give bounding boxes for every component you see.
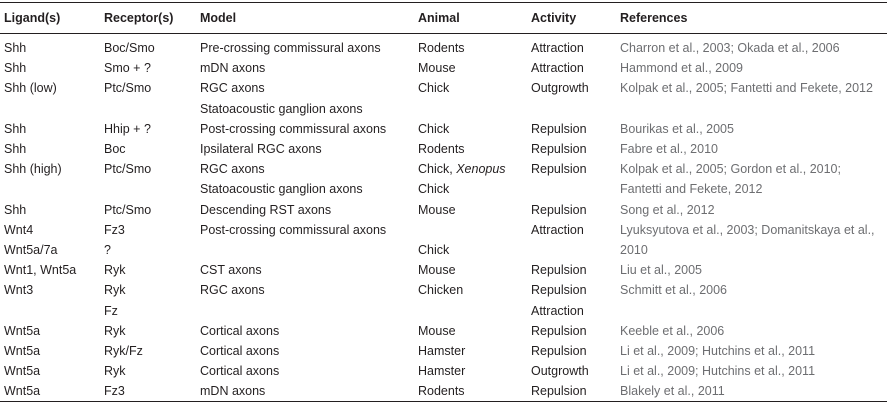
- cell-references: 2010: [620, 243, 648, 257]
- header-rule: [0, 33, 887, 34]
- cell-ligand: Shh: [4, 41, 27, 55]
- cell-receptor: Smo + ?: [104, 61, 151, 75]
- cell-ligand: Wnt1, Wnt5a: [4, 263, 77, 277]
- cell-activity: Repulsion: [531, 283, 587, 297]
- cell-references: Bourikas et al., 2005: [620, 122, 734, 136]
- cell-activity: Attraction: [531, 223, 584, 237]
- cell-receptor: Ryk/Fz: [104, 344, 143, 358]
- cell-activity: Attraction: [531, 41, 584, 55]
- cell-receptor: Ptc/Smo: [104, 81, 152, 95]
- cell-references: Fabre et al., 2010: [620, 142, 718, 156]
- header-ligand: Ligand(s): [4, 11, 61, 25]
- header-receptor: Receptor(s): [104, 11, 174, 25]
- cell-model: Post-crossing commissural axons: [200, 223, 387, 237]
- cell-receptor: Hhip + ?: [104, 122, 151, 136]
- cell-ligand: Wnt5a: [4, 364, 41, 378]
- cell-model: RGC axons: [200, 81, 265, 95]
- header-model: Model: [200, 11, 237, 25]
- cell-activity: Repulsion: [531, 384, 587, 398]
- cell-model: Post-crossing commissural axons: [200, 122, 387, 136]
- cell-animal: Chicken: [418, 283, 464, 297]
- cell-animal: Chick: [418, 81, 450, 95]
- cell-activity: Repulsion: [531, 122, 587, 136]
- cell-animal: Chick: [418, 122, 450, 136]
- cell-animal: Mouse: [418, 263, 456, 277]
- cell-references: Keeble et al., 2006: [620, 324, 725, 338]
- cell-references: Li et al., 2009; Hutchins et al., 2011: [620, 364, 816, 378]
- bottom-rule: [0, 401, 887, 402]
- cell-animal: Mouse: [418, 203, 456, 217]
- cell-receptor: Fz3: [104, 384, 125, 398]
- header-references: References: [620, 11, 688, 25]
- cell-activity: Repulsion: [531, 162, 587, 176]
- cell-model: mDN axons: [200, 61, 266, 75]
- cell-animal: Chick: [418, 182, 450, 196]
- cell-ligand: Wnt5a: [4, 324, 41, 338]
- cell-references: Blakely et al., 2011: [620, 384, 725, 398]
- cell-receptor: Boc/Smo: [104, 41, 155, 55]
- cell-animal: Mouse: [418, 324, 456, 338]
- cell-model: Descending RST axons: [200, 203, 332, 217]
- cell-animal: Chick, Xenopus: [418, 162, 506, 176]
- cell-activity: Repulsion: [531, 203, 587, 217]
- cell-model: Pre-crossing commissural axons: [200, 41, 381, 55]
- cell-activity: Attraction: [531, 61, 584, 75]
- cell-references: Song et al., 2012: [620, 203, 715, 217]
- cell-ligand: Wnt3: [4, 283, 34, 297]
- cell-references: Schmitt et al., 2006: [620, 283, 728, 297]
- cell-ligand: Shh (high): [4, 162, 62, 176]
- cell-animal: Hamster: [418, 364, 466, 378]
- cell-receptor: ?: [104, 243, 111, 257]
- cell-ligand: Shh: [4, 142, 27, 156]
- cell-receptor: Ryk: [104, 283, 126, 297]
- cell-references: Hammond et al., 2009: [620, 61, 743, 75]
- cell-animal: Mouse: [418, 61, 456, 75]
- cell-ligand: Shh: [4, 61, 27, 75]
- cell-model: RGC axons: [200, 162, 265, 176]
- cell-model: Ipsilateral RGC axons: [200, 142, 322, 156]
- cell-model: Statoacoustic ganglion axons: [200, 182, 363, 196]
- cell-ligand: Wnt5a: [4, 384, 41, 398]
- cell-receptor: Fz3: [104, 223, 125, 237]
- cell-references: Kolpak et al., 2005; Fantetti and Fekete, 2012: [620, 81, 873, 95]
- cell-animal: Rodents: [418, 41, 465, 55]
- cell-ligand: Wnt4: [4, 223, 34, 237]
- cell-references: Fantetti and Fekete, 2012: [620, 182, 763, 196]
- cell-references: Charron et al., 2003; Okada et al., 2006: [620, 41, 840, 55]
- cell-activity: Repulsion: [531, 324, 587, 338]
- cell-model: Cortical axons: [200, 364, 280, 378]
- cell-animal-italic: Xenopus: [452, 162, 506, 176]
- cell-ligand: Shh (low): [4, 81, 57, 95]
- cell-animal: Rodents: [418, 142, 465, 156]
- cell-ligand: Shh: [4, 122, 27, 136]
- cell-model: RGC axons: [200, 283, 265, 297]
- cell-model: mDN axons: [200, 384, 266, 398]
- cell-references: Kolpak et al., 2005; Gordon et al., 2010;: [620, 162, 841, 176]
- cell-ligand: Shh: [4, 203, 27, 217]
- cell-model: Cortical axons: [200, 344, 280, 358]
- cell-ligand: Wnt5a: [4, 344, 41, 358]
- cell-activity: Repulsion: [531, 263, 587, 277]
- cell-receptor: Ptc/Smo: [104, 203, 152, 217]
- cell-activity: Outgrowth: [531, 81, 589, 95]
- cell-references: Lyuksyutova et al., 2003; Domanitskaya et al.,: [620, 223, 875, 237]
- cell-activity: Repulsion: [531, 142, 587, 156]
- cell-model: CST axons: [200, 263, 262, 277]
- cell-model: Cortical axons: [200, 324, 280, 338]
- header-activity: Activity: [531, 11, 577, 25]
- cell-animal: Hamster: [418, 344, 466, 358]
- cell-receptor: Ryk: [104, 263, 126, 277]
- cell-receptor: Boc: [104, 142, 126, 156]
- cell-animal: Chick: [418, 243, 450, 257]
- cell-references: Liu et al., 2005: [620, 263, 703, 277]
- cell-model: Statoacoustic ganglion axons: [200, 102, 363, 116]
- cell-animal: Rodents: [418, 384, 465, 398]
- cell-receptor: Fz: [104, 304, 118, 318]
- cell-receptor: Ryk: [104, 324, 126, 338]
- cell-receptor: Ptc/Smo: [104, 162, 152, 176]
- cell-activity: Repulsion: [531, 344, 587, 358]
- cell-activity: Outgrowth: [531, 364, 589, 378]
- cell-activity: Attraction: [531, 304, 584, 318]
- cell-references: Li et al., 2009; Hutchins et al., 2011: [620, 344, 816, 358]
- top-rule: [0, 2, 887, 3]
- cell-ligand: Wnt5a/7a: [4, 243, 58, 257]
- header-animal: Animal: [418, 11, 460, 25]
- cell-receptor: Ryk: [104, 364, 126, 378]
